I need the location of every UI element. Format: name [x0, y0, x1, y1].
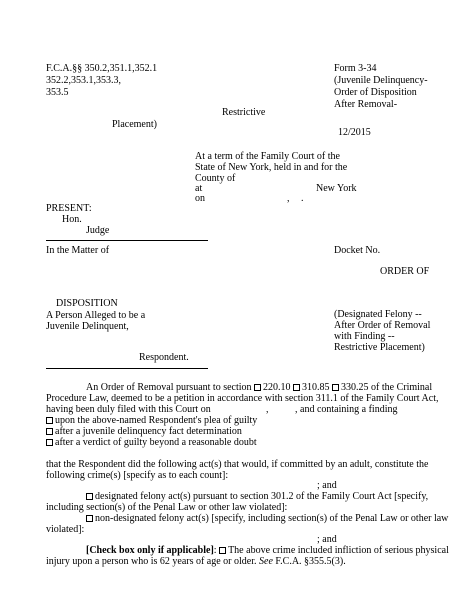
- checkbox-non-designated-felony[interactable]: [86, 515, 93, 522]
- designated-felony-line-3: with Finding --: [334, 331, 395, 342]
- checkbox-310-85[interactable]: [293, 384, 300, 391]
- caption-person-line-2: Juvenile Delinquent,: [46, 321, 129, 332]
- order-title: ORDER OF: [380, 266, 430, 277]
- caption-person-line-1: A Person Alleged to be a: [46, 310, 146, 321]
- present-judge: Judge: [86, 225, 110, 236]
- designated-felony-line-2: After Order of Removal: [334, 320, 431, 331]
- statute-citation-line-2: 352.2,353.1,353.3,: [46, 75, 121, 86]
- checkbox-elderly-injury[interactable]: [219, 547, 226, 554]
- removal-paragraph-line-2: Procedure Law, deemed to be a petition in accordance with section 311.1 of the Family Court Act,: [46, 393, 439, 404]
- form-description-placement: Placement): [112, 119, 157, 130]
- court-term-county: County of: [195, 173, 236, 184]
- non-designated-felony-option[interactable]: non-designated felony act(s) [specify, including section(s) of the Penal Law or other law: [86, 513, 448, 525]
- present-hon: Hon.: [62, 214, 82, 225]
- caption-top-rule: [46, 240, 208, 241]
- court-term-date-period: .: [301, 193, 304, 204]
- finding-option-verdict[interactable]: after a verdict of guilty beyond a reasonable doubt: [46, 437, 257, 449]
- court-term-date-comma: ,: [287, 193, 290, 204]
- docket-number-label: Docket No.: [334, 245, 381, 256]
- acts-paragraph-line-2: following crime(s) [specify as to each count]:: [46, 470, 229, 481]
- removal-paragraph-comma: ,: [266, 404, 269, 415]
- finding-option-plea[interactable]: upon the above-named Respondent's plea of guilty: [46, 415, 257, 427]
- court-term-on: on: [195, 193, 205, 204]
- designated-felony-line-1: (Designated Felony --: [334, 309, 422, 320]
- checkbox-fact-determination[interactable]: [46, 428, 53, 435]
- checkbox-330-25[interactable]: [332, 384, 339, 391]
- acts-semicolon-and-2: ; and: [317, 534, 337, 545]
- present-label: PRESENT:: [46, 203, 92, 214]
- court-term-at: at: [195, 183, 203, 194]
- removal-paragraph-line-3-end: , and containing a finding: [295, 404, 398, 415]
- designated-felony-option[interactable]: designated felony act(s) pursuant to section 301.2 of the Family Court Act [specify,: [86, 491, 428, 503]
- designated-felony-option-line-2: including section(s) of the Penal Law or other law violated]:: [46, 502, 288, 513]
- caption-bottom-rule: [46, 368, 208, 369]
- statute-citation-line-1: F.C.A.§§ 350.2,351.1,352.1: [46, 63, 158, 74]
- designated-felony-line-4: Restrictive Placement): [334, 342, 425, 353]
- finding-option-fact-determination[interactable]: after a juvenile delinquency fact determination: [46, 426, 242, 438]
- respondent-label: Respondent.: [139, 352, 189, 363]
- form-number: Form 3-34: [334, 63, 377, 74]
- removal-paragraph-line-3: having been duly filed with this Court on: [46, 404, 211, 415]
- court-term-line-2: State of New York, held in and for the: [195, 162, 348, 173]
- form-description-line-2: Order of Disposition: [334, 87, 417, 98]
- elderly-injury-option: [Check box only if applicable]: The above crime included infliction of serious physical: [86, 545, 449, 556]
- checkbox-plea[interactable]: [46, 417, 53, 424]
- checkbox-220-10[interactable]: [254, 384, 261, 391]
- checkbox-verdict[interactable]: [46, 439, 53, 446]
- disposition-title: DISPOSITION: [56, 298, 118, 309]
- form-description-line-3: After Removal-: [334, 99, 398, 110]
- form-description-restrictive: Restrictive: [222, 107, 266, 118]
- acts-paragraph-line-1: that the Respondent did the following act(s) that would, if committed by an adult, constitute the: [46, 459, 429, 470]
- removal-paragraph-line-1: An Order of Removal pursuant to section 220.10 310.85 330.25 of the Criminal: [86, 382, 433, 393]
- court-term-city: New York: [316, 183, 357, 194]
- court-term-line-1: At a term of the Family Court of the: [195, 151, 340, 162]
- form-description-line-1: (Juvenile Delinquency-: [334, 75, 428, 86]
- form-date: 12/2015: [338, 127, 371, 138]
- elderly-injury-line-2: injury upon a person who is 62 years of age or older. See F.C.A. §355.5(3).: [46, 556, 346, 567]
- checkbox-designated-felony[interactable]: [86, 493, 93, 500]
- caption-matter: In the Matter of: [46, 245, 110, 256]
- statute-citation-line-3: 353.5: [46, 87, 69, 98]
- non-designated-felony-option-line-2: violated]:: [46, 524, 85, 535]
- acts-semicolon-and-1: ; and: [317, 480, 337, 491]
